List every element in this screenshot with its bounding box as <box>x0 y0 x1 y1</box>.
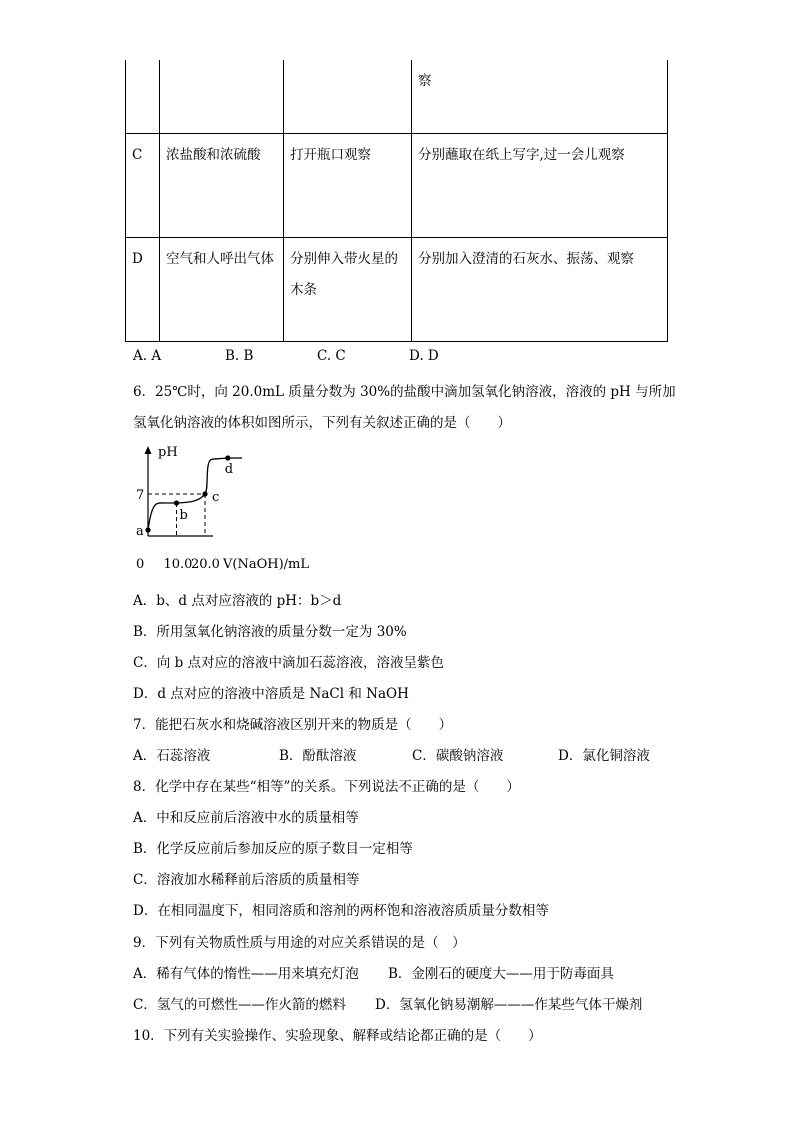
q10-stem: 10．下列有关实验操作、实验现象、解释或结论都正确的是（ ） <box>133 1028 542 1044</box>
y-axis-label: pH <box>158 445 178 460</box>
table-cell <box>126 60 160 133</box>
q7-option-c: C．碳酸钠溶液 <box>412 748 504 764</box>
y-axis-arrow <box>145 446 152 454</box>
table-cell <box>284 60 412 133</box>
table-row <box>126 60 668 133</box>
q6-stem-line2: 氢氧化钠溶液的体积如图所示，下列有关叙述正确的是（ ） <box>133 415 511 431</box>
q7-option-b: B．酚酞溶液 <box>279 748 357 764</box>
point-label-b: b <box>179 508 188 523</box>
x-tick-label: 0 <box>136 557 145 572</box>
options-table <box>125 60 668 342</box>
q9-option-a: A．稀有气体的惰性——用来填充灯泡 <box>133 966 359 982</box>
x-tick-label: 20.0 <box>191 557 220 572</box>
q9-option-b: B．金刚石的硬度大——用于防毒面具 <box>388 966 614 982</box>
q8-stem: 8．化学中存在某些“相等”的关系。下列说法不正确的是（ ） <box>133 779 520 795</box>
q6-option-d: D．d 点对应的溶液中溶质是 NaCl 和 NaOH <box>133 686 409 702</box>
data-point-c <box>202 491 207 496</box>
data-point-a <box>145 527 150 532</box>
q5-answer-options <box>133 348 439 364</box>
q8-option-d: D．在相同温度下，相同溶质和溶剂的两杯饱和溶液溶质质量分数相等 <box>133 903 549 919</box>
q7-options <box>133 744 650 764</box>
q9-stem: 9．下列有关物质性质与用途的对应关系错误的是（ ） <box>133 935 466 951</box>
answer-option-a: A. A <box>133 348 162 364</box>
point-label-d: d <box>224 462 234 477</box>
data-point-d <box>225 455 230 460</box>
table-cell: 察 <box>412 60 668 133</box>
table-cell: D <box>126 237 160 341</box>
q6-option-b: B．所用氢氧化钠溶液的质量分数一定为 30% <box>133 624 407 640</box>
x-tick-label: 10.0 <box>163 557 193 572</box>
answer-option-c: C. C <box>317 348 346 364</box>
q9-options-row2 <box>133 993 642 1013</box>
answer-option-d: D. D <box>409 348 439 364</box>
point-label-c: c <box>212 490 220 505</box>
x-axis-label: V(NaOH)/mL <box>223 557 309 572</box>
data-point-b <box>174 500 179 505</box>
table-cell: 分别蘸取在纸上写字,过一会儿观察 <box>412 133 668 237</box>
table-cell <box>160 60 284 133</box>
table-cell: 空气和人呼出气体 <box>160 237 284 341</box>
q8-option-a: A．中和反应前后溶液中水的质量相等 <box>133 810 359 826</box>
ph-chart <box>125 440 345 575</box>
q9-options-row1 <box>133 962 614 982</box>
q7-option-a: A．石蕊溶液 <box>133 748 211 764</box>
q8-option-b: B．化学反应前后参加反应的原子数目一定相等 <box>133 841 413 857</box>
q7-option-d: D．氯化铜溶液 <box>558 748 650 764</box>
table-row <box>126 133 668 237</box>
answer-option-b: B. B <box>225 348 254 364</box>
q9-option-d: D．氢氧化钠易潮解———作某些气体干燥剂 <box>375 997 643 1013</box>
table-cell: 分别伸入带火星的木条 <box>284 237 412 341</box>
q8-option-c: C．溶液加水稀释前后溶质的质量相等 <box>133 872 360 888</box>
q6-stem-line1: 6．25℃时，向 20.0mL 质量分数为 30%的盐酸中滴加氢氧化钠溶液，溶液的 pH 与所加 <box>133 384 676 400</box>
q6-option-c: C．向 b 点对应的溶液中滴加石蕊溶液，溶液呈紫色 <box>133 655 445 671</box>
table-cell: 打开瓶口观察 <box>284 133 412 237</box>
q7-stem: 7．能把石灰水和烧碱溶液区别开来的物质是（ ） <box>133 717 453 733</box>
y-tick-label: 7 <box>136 488 145 503</box>
table-row <box>126 237 668 341</box>
q9-option-c: C．氢气的可燃性——作火箭的燃料 <box>133 997 346 1013</box>
point-label-a: a <box>136 524 144 539</box>
table-cell: C <box>126 133 160 237</box>
table-cell: 分别加入澄清的石灰水、振荡、观察 <box>412 237 668 341</box>
q6-option-a: A．b、d 点对应溶液的 pH：b＞d <box>133 593 342 609</box>
table-cell: 浓盐酸和浓硫酸 <box>160 133 284 237</box>
